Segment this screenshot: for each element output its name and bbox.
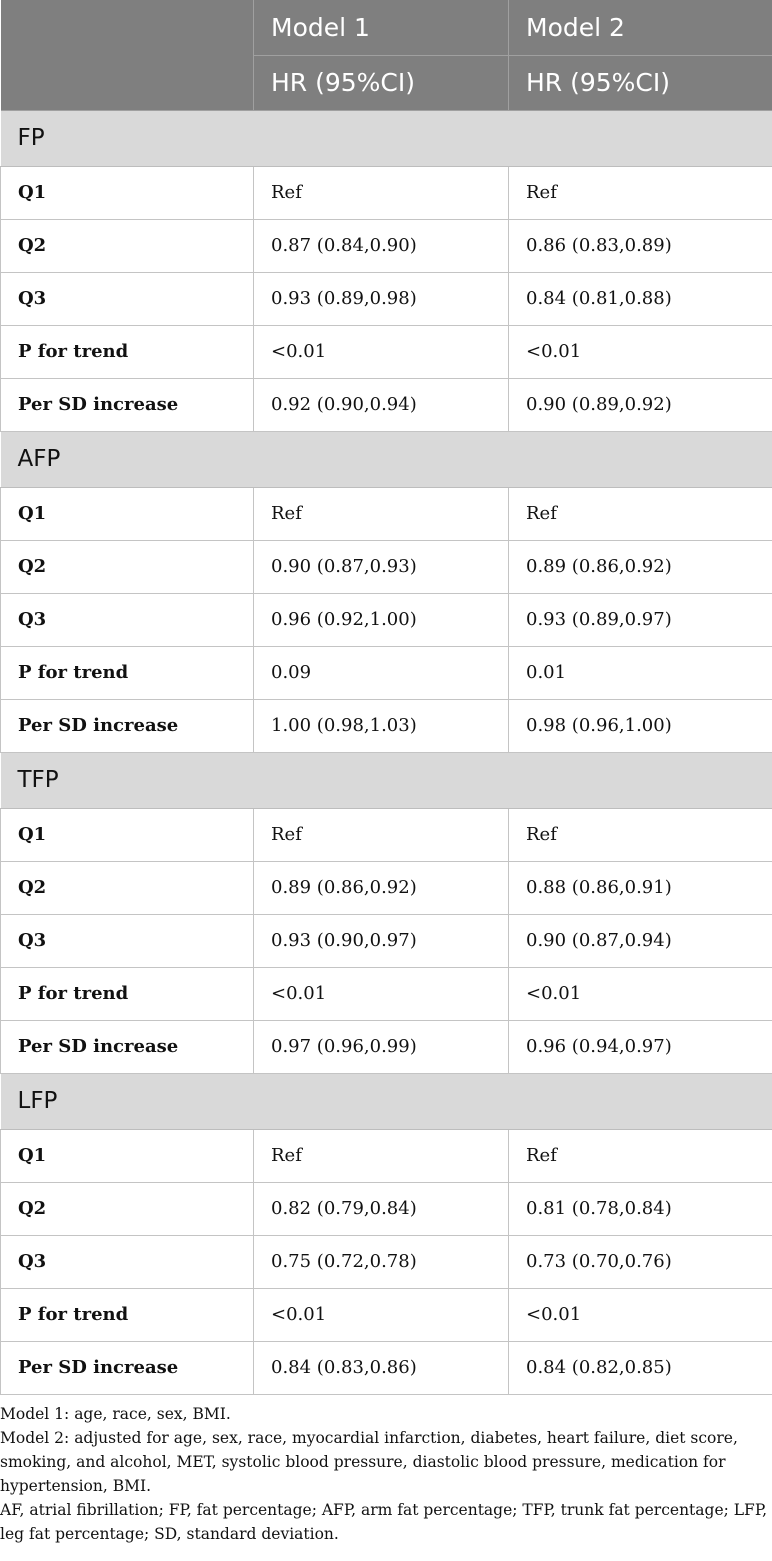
table-row: [1, 646, 772, 699]
header-model1: Model 1: [254, 0, 509, 55]
footnote-model2: Model 2: adjusted for age, sex, race, myocardial infarction, diabetes, heart failure, diet score, smoking, and alcohol, MET, systolic blood pressure, diastolic blood pressure, medication for hypertension, BMI.: [0, 1429, 738, 1495]
section-header-row: [1, 1073, 772, 1129]
row-label: P for trend: [1, 646, 254, 699]
header-blank-cell: [1, 0, 254, 55]
model2-value: 0.01: [509, 646, 772, 699]
table-row: [1, 914, 772, 967]
footnote-model1: Model 1: age, race, sex, BMI.: [0, 1405, 231, 1423]
model2-value: 0.89 (0.86,0.92): [509, 540, 772, 593]
table-row: [1, 699, 772, 752]
model2-value: <0.01: [509, 325, 772, 378]
model1-value: 0.09: [254, 646, 509, 699]
table-row: [1, 593, 772, 646]
row-label: Q3: [1, 914, 254, 967]
model1-value: <0.01: [254, 967, 509, 1020]
model2-value: 0.88 (0.86,0.91): [509, 861, 772, 914]
model1-value: 0.96 (0.92,1.00): [254, 593, 509, 646]
table-row: [1, 1235, 772, 1288]
table-row: [1, 967, 772, 1020]
model1-value: 0.75 (0.72,0.78): [254, 1235, 509, 1288]
model1-value: Ref: [254, 808, 509, 861]
model2-value: Ref: [509, 487, 772, 540]
header-blank-cell: [1, 55, 254, 110]
section-header-row: [1, 110, 772, 166]
row-label: Per SD increase: [1, 1341, 254, 1394]
model1-value: 0.89 (0.86,0.92): [254, 861, 509, 914]
row-label: Q1: [1, 487, 254, 540]
table-row: [1, 166, 772, 219]
table-row: [1, 1020, 772, 1073]
model2-value: 0.84 (0.82,0.85): [509, 1341, 772, 1394]
row-label: Q2: [1, 861, 254, 914]
footnotes: [0, 1402, 772, 1546]
model1-value: Ref: [254, 1129, 509, 1182]
table-row: [1, 325, 772, 378]
row-label: Per SD increase: [1, 378, 254, 431]
footnote-abbreviations: AF, atrial fibrillation; FP, fat percentage; AFP, arm fat percentage; TFP, trunk fat percentage; LFP, leg fat percentage; SD, standard deviation.: [0, 1501, 768, 1543]
section-header-row: [1, 431, 772, 487]
table-row: [1, 378, 772, 431]
header-model2: Model 2: [509, 0, 772, 55]
table-row: [1, 1129, 772, 1182]
row-label: Q3: [1, 1235, 254, 1288]
model2-value: 0.96 (0.94,0.97): [509, 1020, 772, 1073]
model2-value: Ref: [509, 808, 772, 861]
row-label: P for trend: [1, 325, 254, 378]
row-label: Q1: [1, 808, 254, 861]
table-row: [1, 1182, 772, 1235]
row-label: Q1: [1, 1129, 254, 1182]
section-title: TFP: [1, 752, 772, 808]
row-label: Q3: [1, 272, 254, 325]
model2-value: Ref: [509, 166, 772, 219]
row-label: Q2: [1, 219, 254, 272]
row-label: Per SD increase: [1, 1020, 254, 1073]
header-hr1: HR (95%CI): [254, 55, 509, 110]
model2-value: Ref: [509, 1129, 772, 1182]
model1-value: 0.93 (0.89,0.98): [254, 272, 509, 325]
table-header: [1, 0, 772, 110]
model2-value: 0.93 (0.89,0.97): [509, 593, 772, 646]
table-row: [1, 219, 772, 272]
model1-value: 0.87 (0.84,0.90): [254, 219, 509, 272]
model2-value: 0.73 (0.70,0.76): [509, 1235, 772, 1288]
model1-value: 0.84 (0.83,0.86): [254, 1341, 509, 1394]
model1-value: 0.97 (0.96,0.99): [254, 1020, 509, 1073]
model1-value: 0.92 (0.90,0.94): [254, 378, 509, 431]
section-title: FP: [1, 110, 772, 166]
model2-value: 0.90 (0.89,0.92): [509, 378, 772, 431]
model1-value: 0.82 (0.79,0.84): [254, 1182, 509, 1235]
model2-value: 0.90 (0.87,0.94): [509, 914, 772, 967]
table-row: [1, 487, 772, 540]
section-title: AFP: [1, 431, 772, 487]
model2-value: <0.01: [509, 1288, 772, 1341]
model1-value: Ref: [254, 487, 509, 540]
row-label: Q3: [1, 593, 254, 646]
row-label: P for trend: [1, 967, 254, 1020]
model2-value: 0.81 (0.78,0.84): [509, 1182, 772, 1235]
table-row: [1, 808, 772, 861]
row-label: Q2: [1, 540, 254, 593]
model2-value: <0.01: [509, 967, 772, 1020]
model1-value: Ref: [254, 166, 509, 219]
section-header-row: [1, 752, 772, 808]
model1-value: 0.90 (0.87,0.93): [254, 540, 509, 593]
table-row: [1, 540, 772, 593]
model1-value: <0.01: [254, 1288, 509, 1341]
section-title: LFP: [1, 1073, 772, 1129]
model2-value: 0.98 (0.96,1.00): [509, 699, 772, 752]
model1-value: 0.93 (0.90,0.97): [254, 914, 509, 967]
table-row: [1, 272, 772, 325]
table-body: [1, 110, 772, 1394]
table-row: [1, 861, 772, 914]
header-hr2: HR (95%CI): [509, 55, 772, 110]
row-label: Per SD increase: [1, 699, 254, 752]
table-row: [1, 1341, 772, 1394]
row-label: Q1: [1, 166, 254, 219]
table-row: [1, 1288, 772, 1341]
model2-value: 0.84 (0.81,0.88): [509, 272, 772, 325]
model1-value: 1.00 (0.98,1.03): [254, 699, 509, 752]
row-label: Q2: [1, 1182, 254, 1235]
model1-value: <0.01: [254, 325, 509, 378]
row-label: P for trend: [1, 1288, 254, 1341]
model2-value: 0.86 (0.83,0.89): [509, 219, 772, 272]
